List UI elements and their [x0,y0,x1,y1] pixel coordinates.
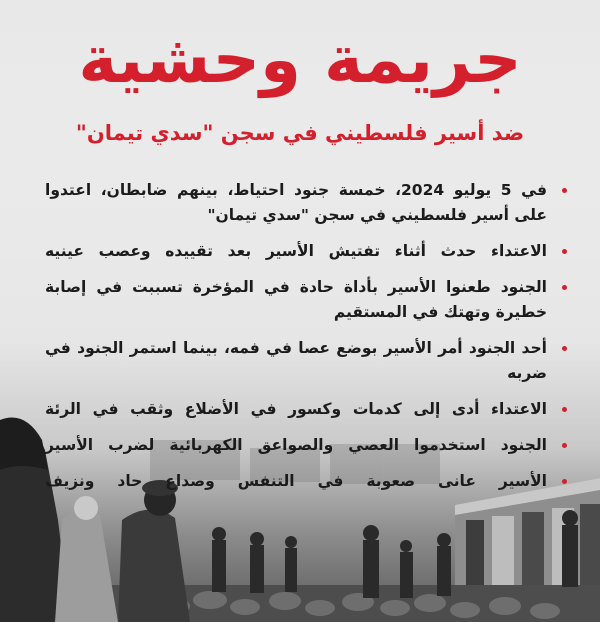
bullet-marker [562,407,567,412]
fact-item [45,178,553,228]
fact-item [45,239,553,264]
headline: جريمة وحشية [78,21,522,98]
fact-text: الجنود طعنوا الأسير بأداة حادة في المؤخرة تسببت في إصابة خطيرة وتهتك في المستقيم [45,278,547,321]
bullet-marker [562,346,567,351]
fact-item [45,433,553,458]
fact-text: الجنود استخدموا العصي والصواعق الكهربائية لضرب الأسير [45,436,547,454]
fact-text: الأسير عانى صعوبة في التنفس وصداع حاد ونزيف [45,472,547,490]
subheadline: ضد أسير فلسطيني في سجن "سدي تيمان" [75,121,525,145]
bullet-marker [562,285,567,290]
fact-item [45,275,553,325]
fact-item [45,336,553,386]
bullet-marker [562,249,567,254]
fact-item [45,469,553,494]
bullet-marker [562,188,567,193]
bullet-marker [562,443,567,448]
bullet-marker [562,479,567,484]
fact-text: الاعتداء أدى إلى كدمات وكسور في الأضلاع وثقب في الرئة [45,400,547,418]
facts-list [45,178,553,494]
fact-text: في 5 يوليو 2024، خمسة جنود احتياط، بينهم ضابطان، اعتدوا على أسير فلسطيني في سجن "سدي تيمان" [45,181,547,224]
fact-item [45,397,553,422]
fact-text: الاعتداء حدث أثناء تفتيش الأسير بعد تقييده وعصب عينيه [45,242,547,260]
fact-text: أحد الجنود أمر الأسير بوضع عصا في فمه، بينما استمر الجنود في ضربه [45,339,547,382]
